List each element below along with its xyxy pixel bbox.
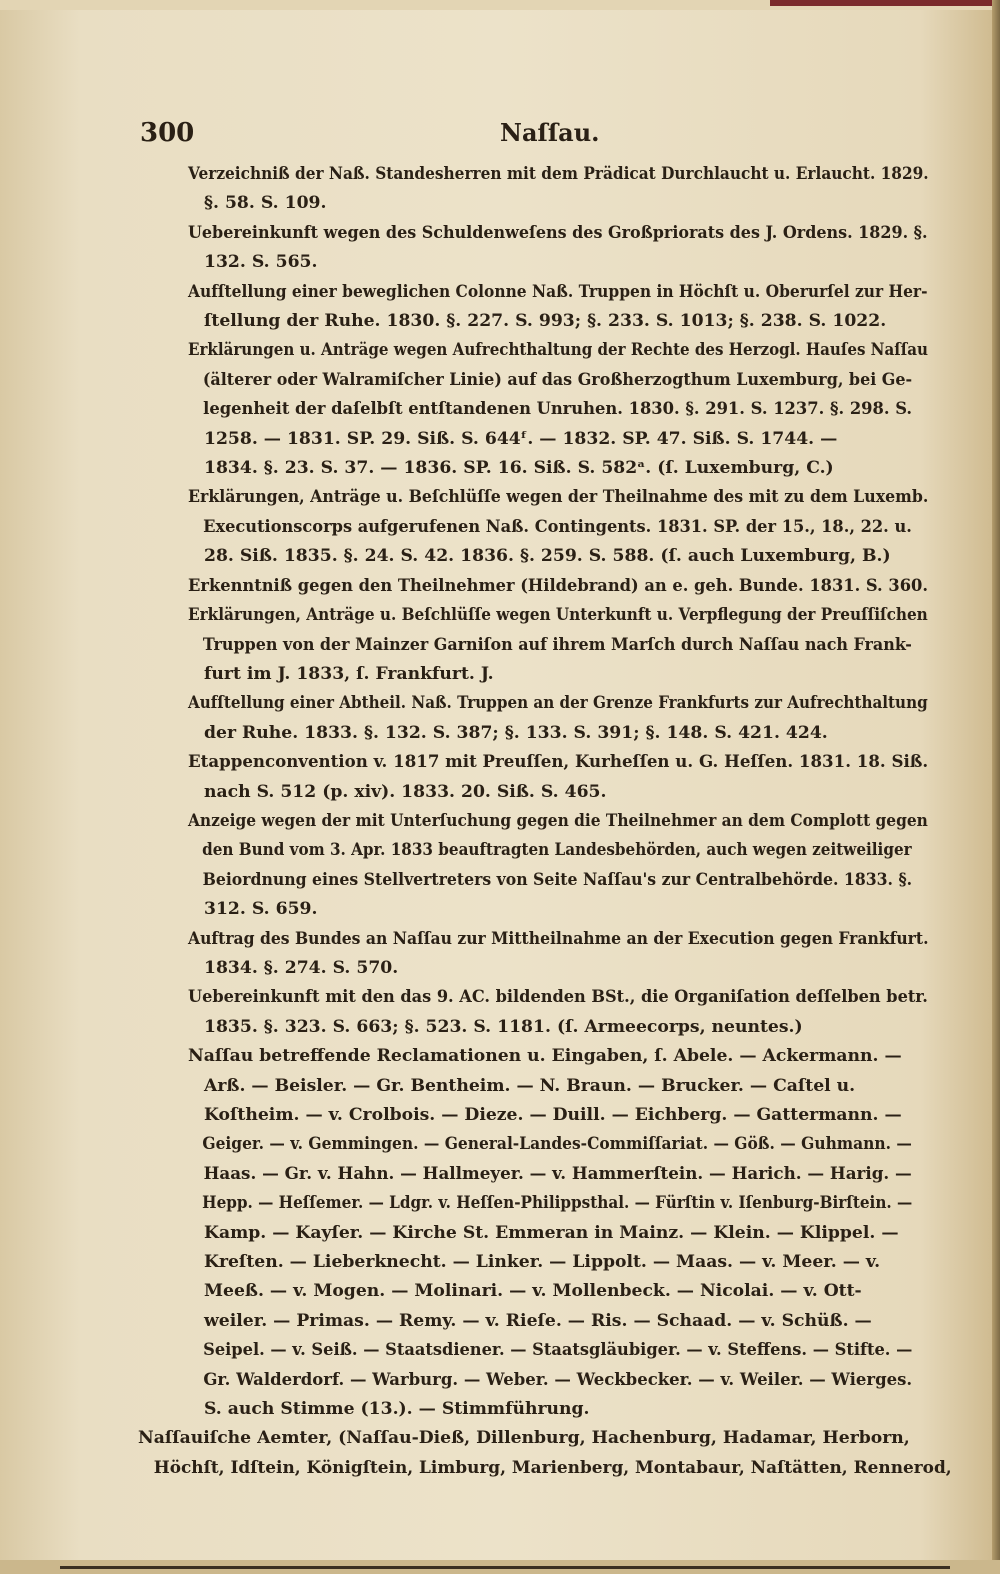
entry-line: Etappenconvention v. 1817 mit Preuſſen, Kurheſſen u. G. Heſſen. 1831. 18. Siß. xyxy=(188,752,929,773)
entry-line: Kamp. — Kayſer. — Kirche St. Emmeran in Mainz. — Klein. — Klippel. — xyxy=(204,1222,899,1243)
index-entry xyxy=(188,601,938,689)
entry-line: den Bund vom 3. Apr. 1833 beauftragten Landesbehörden, auch wegen zeitweiliger xyxy=(202,840,912,861)
lead-line: Höchſt, Idſtein, Königſtein, Limburg, Marienberg, Montabaur, Naſtätten, Rennerod, xyxy=(153,1457,952,1478)
index-entry xyxy=(188,336,938,483)
entry-line: 312. S. 659. xyxy=(204,899,318,920)
entry-line: ſtellung der Ruhe. 1830. §. 227. S. 993; §. 233. S. 1013; §. 238. S. 1022. xyxy=(204,311,887,332)
entry-line: 1835. §. 323. S. 663; §. 523. S. 1181. (ſ. Armeecorps, neuntes.) xyxy=(204,1016,803,1037)
entry-line: 1834. §. 274. S. 570. xyxy=(204,957,399,978)
entry-line: Aufſtellung einer Abtheil. Naß. Truppen an der Grenze Frankfurts zur Aufrechthaltung xyxy=(188,693,928,714)
page-top-edge xyxy=(0,0,1000,10)
entry-line: Erkenntniß gegen den Theilnehmer (Hildebrand) an e. geh. Bunde. 1831. S. 360. xyxy=(188,575,928,596)
index-entry xyxy=(188,748,938,807)
entry-line: Erklärungen, Anträge u. Beſchlüſſe wegen der Theilnahme des mit zu dem Luxemb. xyxy=(188,487,929,508)
index-entry xyxy=(188,983,938,1042)
entry-line: Truppen von der Mainzer Garniſon auf ihrem Marſch durch Naſſau nach Frank- xyxy=(202,634,912,655)
entry-line: der Ruhe. 1833. §. 132. S. 387; §. 133. S. 391; §. 148. S. 421. 424. xyxy=(204,722,828,743)
index-entry xyxy=(188,160,938,219)
entry-line: Meeß. — v. Mogen. — Molinari. — v. Mollenbeck. — Nicolai. — v. Ott- xyxy=(204,1281,862,1302)
index-entry xyxy=(188,278,938,337)
page-number: 300 xyxy=(140,118,195,148)
entry-line: 1834. §. 23. S. 37. — 1836. SP. 16. Siß. S. 582ᵃ. (ſ. Luxemburg, C.) xyxy=(204,458,834,479)
entry-line: furt im J. 1833, ſ. Frankfurt. J. xyxy=(204,663,494,684)
index-entry xyxy=(188,807,938,925)
page-bottom-edge xyxy=(0,1560,1000,1574)
entry-line: Geiger. — v. Gemmingen. — General-Landes-Commiſſariat. — Göß. — Guhmann. — xyxy=(202,1134,912,1155)
entry-line: 28. Siß. 1835. §. 24. S. 42. 1836. §. 259. S. 588. (ſ. auch Luxemburg, B.) xyxy=(204,546,891,567)
page-header xyxy=(140,118,940,154)
binding-mark xyxy=(770,0,1000,6)
entry-line: Haas. — Gr. v. Hahn. — Hallmeyer. — v. Hammerſtein. — Harich. — Harig. — xyxy=(203,1163,912,1184)
index-body xyxy=(138,160,952,1483)
entry-line: Erklärungen u. Anträge wegen Aufrechthaltung der Rechte des Herzogl. Hauſes Naſſau xyxy=(188,340,928,361)
index-entry xyxy=(188,572,938,601)
page-right-edge xyxy=(992,0,1000,1574)
entry-line: Verzeichniß der Naß. Standesherren mit dem Prädicat Durchlaucht u. Erlaucht. 1829. xyxy=(188,164,929,184)
entry-line: Executionscorps aufgerufenen Naß. Contingents. 1831. SP. der 15., 18., 22. u. xyxy=(203,516,912,537)
entry-line: Kreſten. — Lieberknecht. — Linker. — Lippolt. — Maas. — v. Meer. — v. xyxy=(204,1252,881,1273)
entry-line: Auftrag des Bundes an Naſſau zur Mittheilnahme an der Execution gegen Frankfurt. xyxy=(188,928,929,949)
entry-line: Uebereinkunft wegen des Schuldenweſens des Großpriorats des J. Ordens. 1829. §. xyxy=(188,222,928,243)
entry-line: Erklärungen, Anträge u. Beſchlüſſe wegen Unterkunft u. Verpflegung der Preuſſiſchen xyxy=(188,605,928,626)
entry-line: Anzeige wegen der mit Unterſuchung gegen die Theilnehmer an dem Complott gegen xyxy=(188,810,928,831)
index-entry xyxy=(188,925,938,984)
running-title: Naſſau. xyxy=(500,118,600,147)
index-entry xyxy=(188,689,938,748)
entry-line: legenheit der daſelbſt entſtandenen Unruhen. 1830. §. 291. S. 1237. §. 298. S. xyxy=(203,399,913,420)
entry-line: 1258. — 1831. SP. 29. Siß. S. 644ᶠ. — 1832. SP. 47. Siß. S. 1744. — xyxy=(204,428,838,449)
entry-line: S. auch Stimme (13.). — Stimmführung. xyxy=(204,1399,590,1420)
entry-line: 132. S. 565. xyxy=(204,252,318,273)
index-entry xyxy=(188,1042,938,1424)
entry-line: (älterer oder Walramiſcher Linie) auf das Großherzogthum Luxemburg, bei Ge- xyxy=(202,369,913,390)
index-entry xyxy=(188,219,938,278)
entry-line: Arß. — Beisler. — Gr. Bentheim. — N. Braun. — Brucker. — Caſtel u. xyxy=(204,1075,856,1096)
entry-line: nach S. 512 (p. xiv). 1833. 20. Siß. S. 465. xyxy=(204,781,607,802)
entry-line: Aufſtellung einer beweglichen Colonne Naß. Truppen in Höchſt u. Oberurſel zur Her- xyxy=(188,281,928,302)
entry-line: Gr. Walderdorf. — Warburg. — Weber. — Weckbecker. — v. Weiler. — Wierges. xyxy=(203,1369,913,1390)
index-entry xyxy=(188,483,938,571)
entry-line: Naſſau betreffende Reclamationen u. Eingaben, ſ. Abele. — Ackermann. — xyxy=(188,1046,902,1067)
lead-line: Naſſauiſche Aemter, (Naſſau-Dieß, Dillenburg, Hachenburg, Hadamar, Herborn, xyxy=(138,1428,910,1449)
entry-line: Hepp. — Heſſemer. — Ldgr. v. Heſſen-Philippsthal. — Fürſtin v. Iſenburg-Birſtein. — xyxy=(202,1193,913,1214)
lead-entry xyxy=(138,1424,952,1483)
entry-line: Uebereinkunft mit den das 9. AC. bildenden BSt., die Organiſation deſſelben betr. xyxy=(188,987,928,1008)
entry-line: weiler. — Primas. — Remy. — v. Rieſe. — Ris. — Schaad. — v. Schüß. — xyxy=(204,1310,872,1331)
entry-line: §. 58. S. 109. xyxy=(204,193,327,214)
entry-line: Koſtheim. — v. Crolbois. — Dieze. — Duill. — Eichberg. — Gattermann. — xyxy=(204,1105,902,1125)
entry-line: Beiordnung eines Stellvertreters von Seite Naſſau's zur Centralbehörde. 1833. §. xyxy=(202,869,913,890)
bottom-rule xyxy=(60,1566,950,1569)
entry-line: Seipel. — v. Seiß. — Staatsdiener. — Staatsgläubiger. — v. Steffens. — Stifte. — xyxy=(203,1340,913,1361)
